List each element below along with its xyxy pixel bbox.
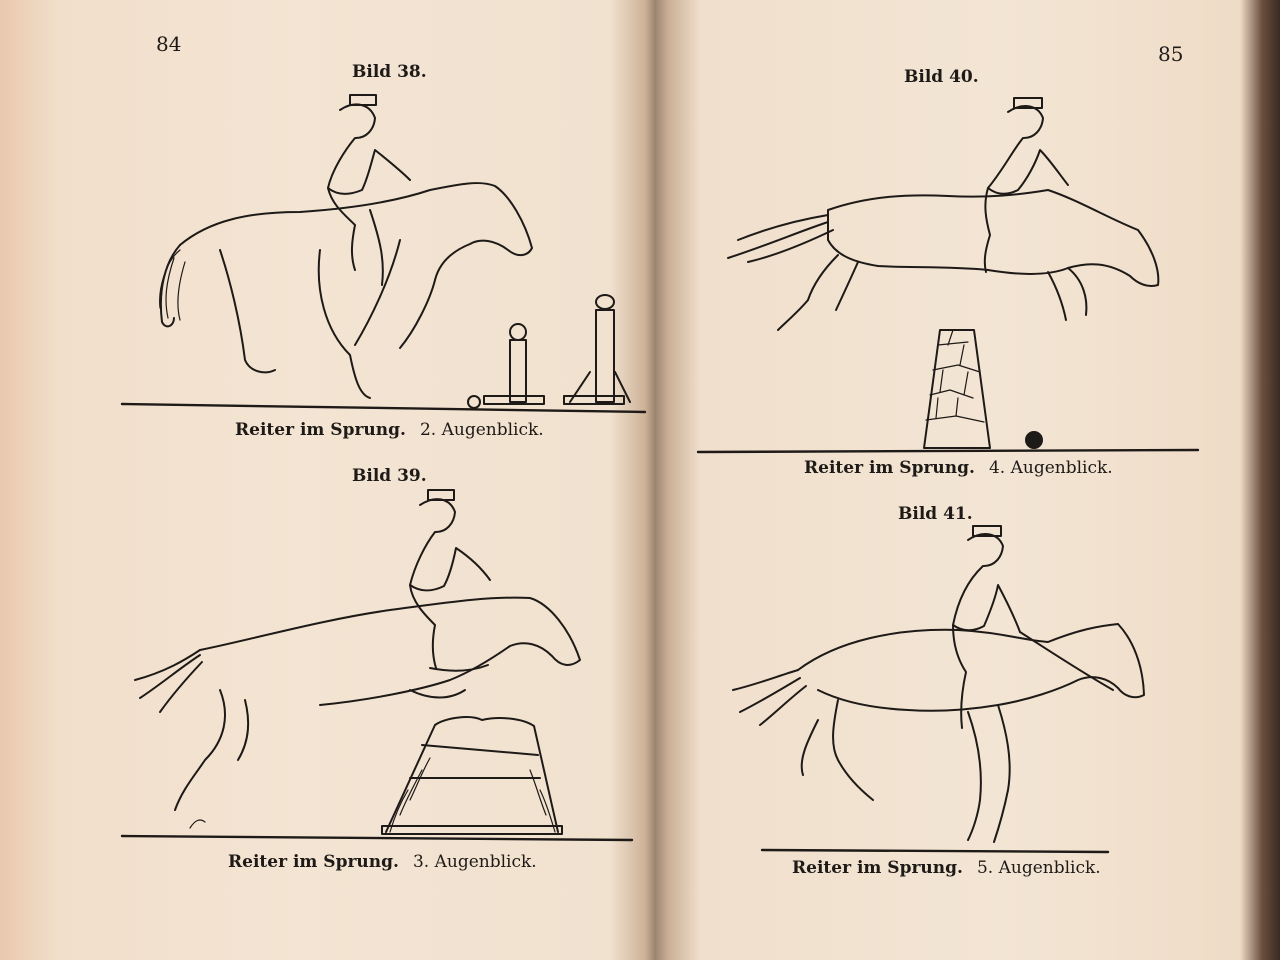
a-frame-obstacle [382,717,562,834]
figure-title: Bild 38. [352,62,427,82]
figure-title: Bild 40. [904,67,979,87]
caption-bold: Reiter im Sprung. [228,852,399,872]
caption-bold: Reiter im Sprung. [792,858,963,878]
right-page [668,0,1262,960]
figure-caption [792,858,1101,878]
horse-gallop-illustration [668,0,1262,960]
horse-figure-41 [733,526,1144,852]
page-number: 85 [1158,42,1184,66]
caption-bold: Reiter im Sprung. [235,420,406,440]
horse-jump-illustration [70,0,650,960]
left-page [70,0,650,960]
caption-number: 5. Augenblick. [976,858,1101,878]
figure-title: Bild 41. [898,504,973,524]
caption-bold: Reiter im Sprung. [804,458,975,478]
caption-number: 2. Augenblick. [419,420,544,440]
page-number: 84 [156,32,182,56]
figure-caption [228,852,537,872]
caption-number: 3. Augenblick. [412,852,537,872]
caption-number: 4. Augenblick. [988,458,1113,478]
figure-title: Bild 39. [352,466,427,486]
horse-figure-39 [122,490,632,840]
